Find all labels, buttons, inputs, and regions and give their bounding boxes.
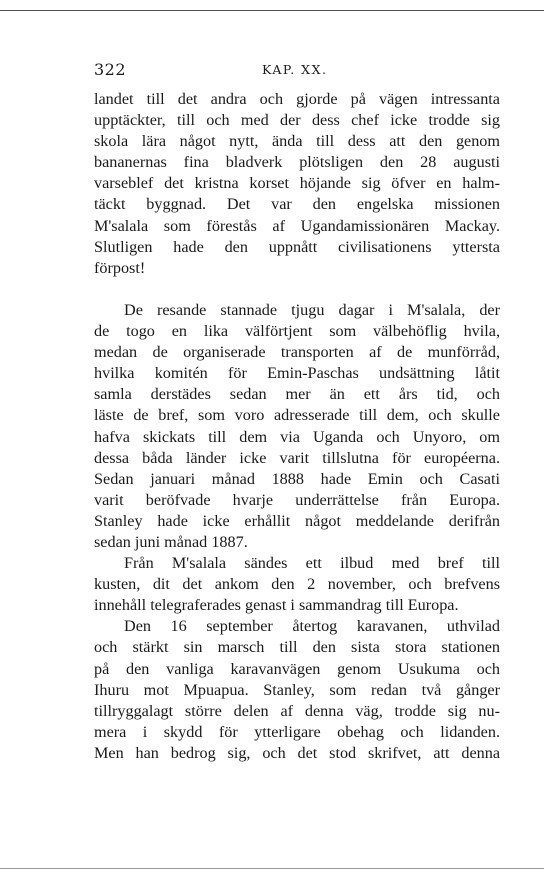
page-number: 322 bbox=[94, 60, 127, 79]
running-head: KAP. XX. bbox=[262, 62, 328, 77]
top-border-rule bbox=[0, 10, 544, 11]
text-line: De resande stannade tjugu dagar i M'salala, der bbox=[124, 300, 500, 319]
text-line: Men han bedrog sig, och det stod skrifvet, att denna bbox=[94, 743, 500, 762]
text-line: täckt byggnad. Det var den engelska missionen bbox=[94, 195, 500, 214]
text-line: Sedan januari månad 1888 hade Emin och Casati bbox=[94, 469, 500, 488]
text-line: dessa båda länder icke varit tillslutna för européerna. bbox=[94, 448, 500, 467]
text-line: upptäckter, till och med der dess chef icke trodde sig bbox=[94, 111, 500, 130]
paragraph bbox=[94, 553, 500, 616]
text-line: landet till det andra och gjorde på vägen intressanta bbox=[94, 90, 500, 108]
text-line: förpost! bbox=[94, 258, 146, 277]
text-line: de togo en lika välförtjent som välbehöflig hvila, bbox=[94, 322, 500, 341]
paragraph bbox=[94, 300, 500, 553]
text-line: varit beröfvade hvarje underrättelse från Europa. bbox=[94, 490, 500, 509]
text-line: Stanley hade icke erhållit något meddelande derifrån bbox=[94, 511, 500, 530]
page-header bbox=[94, 60, 500, 82]
text-line: Slutligen hade den uppnått civilisationens yttersta bbox=[94, 237, 500, 256]
paragraph bbox=[94, 89, 500, 279]
text-line: läste de bref, som voro adresserade till dem, och skulle bbox=[94, 406, 500, 425]
text-line: bananernas fina bladverk plötsligen den 28 augusti bbox=[94, 153, 500, 172]
text-line: medan de organiserade transporten af de munförråd, bbox=[94, 343, 500, 362]
text-line: och stärkt sin marsch till den sista stora stationen bbox=[94, 638, 500, 657]
body-text bbox=[94, 89, 500, 764]
text-line: mera i skydd för ytterligare obehag och lidanden. bbox=[94, 722, 500, 741]
text-line: hvilka komitén för Emin-Paschas undsättning låtit bbox=[94, 364, 500, 383]
paragraph-gap bbox=[94, 279, 500, 300]
text-line: samla derstädes sedan mer än ett års tid, och bbox=[94, 385, 500, 404]
text-line: sedan juni månad 1887. bbox=[94, 532, 248, 551]
text-line: tillryggalagt större delen af denna väg, trodde sig nu- bbox=[94, 701, 500, 720]
text-line: skola lära något nytt, ända till dess att den genom bbox=[94, 132, 500, 151]
text-line: innehåll telegraferades genast i sammandrag till Europa. bbox=[94, 596, 459, 615]
text-line: Den 16 september återtog karavanen, uthvilad bbox=[124, 617, 500, 636]
text-line: Från M'salala sändes ett ilbud med bref till bbox=[124, 554, 500, 573]
text-line: kusten, dit det ankom den 2 november, och brefvens bbox=[94, 575, 500, 594]
text-line: varseblef det kristna korset höjande sig öfver en halm- bbox=[94, 174, 500, 193]
paragraph bbox=[94, 616, 500, 764]
text-line: på den vanliga karavanvägen genom Usukuma och bbox=[94, 659, 500, 678]
text-line: M'salala som förestås af Ugandamissionären Mackay. bbox=[94, 216, 500, 235]
text-line: Ihuru mot Mpuapua. Stanley, som redan två gånger bbox=[94, 680, 500, 699]
bottom-border-rule bbox=[0, 868, 544, 869]
text-line: hafva skickats till dem via Uganda och Unyoro, om bbox=[94, 427, 500, 446]
